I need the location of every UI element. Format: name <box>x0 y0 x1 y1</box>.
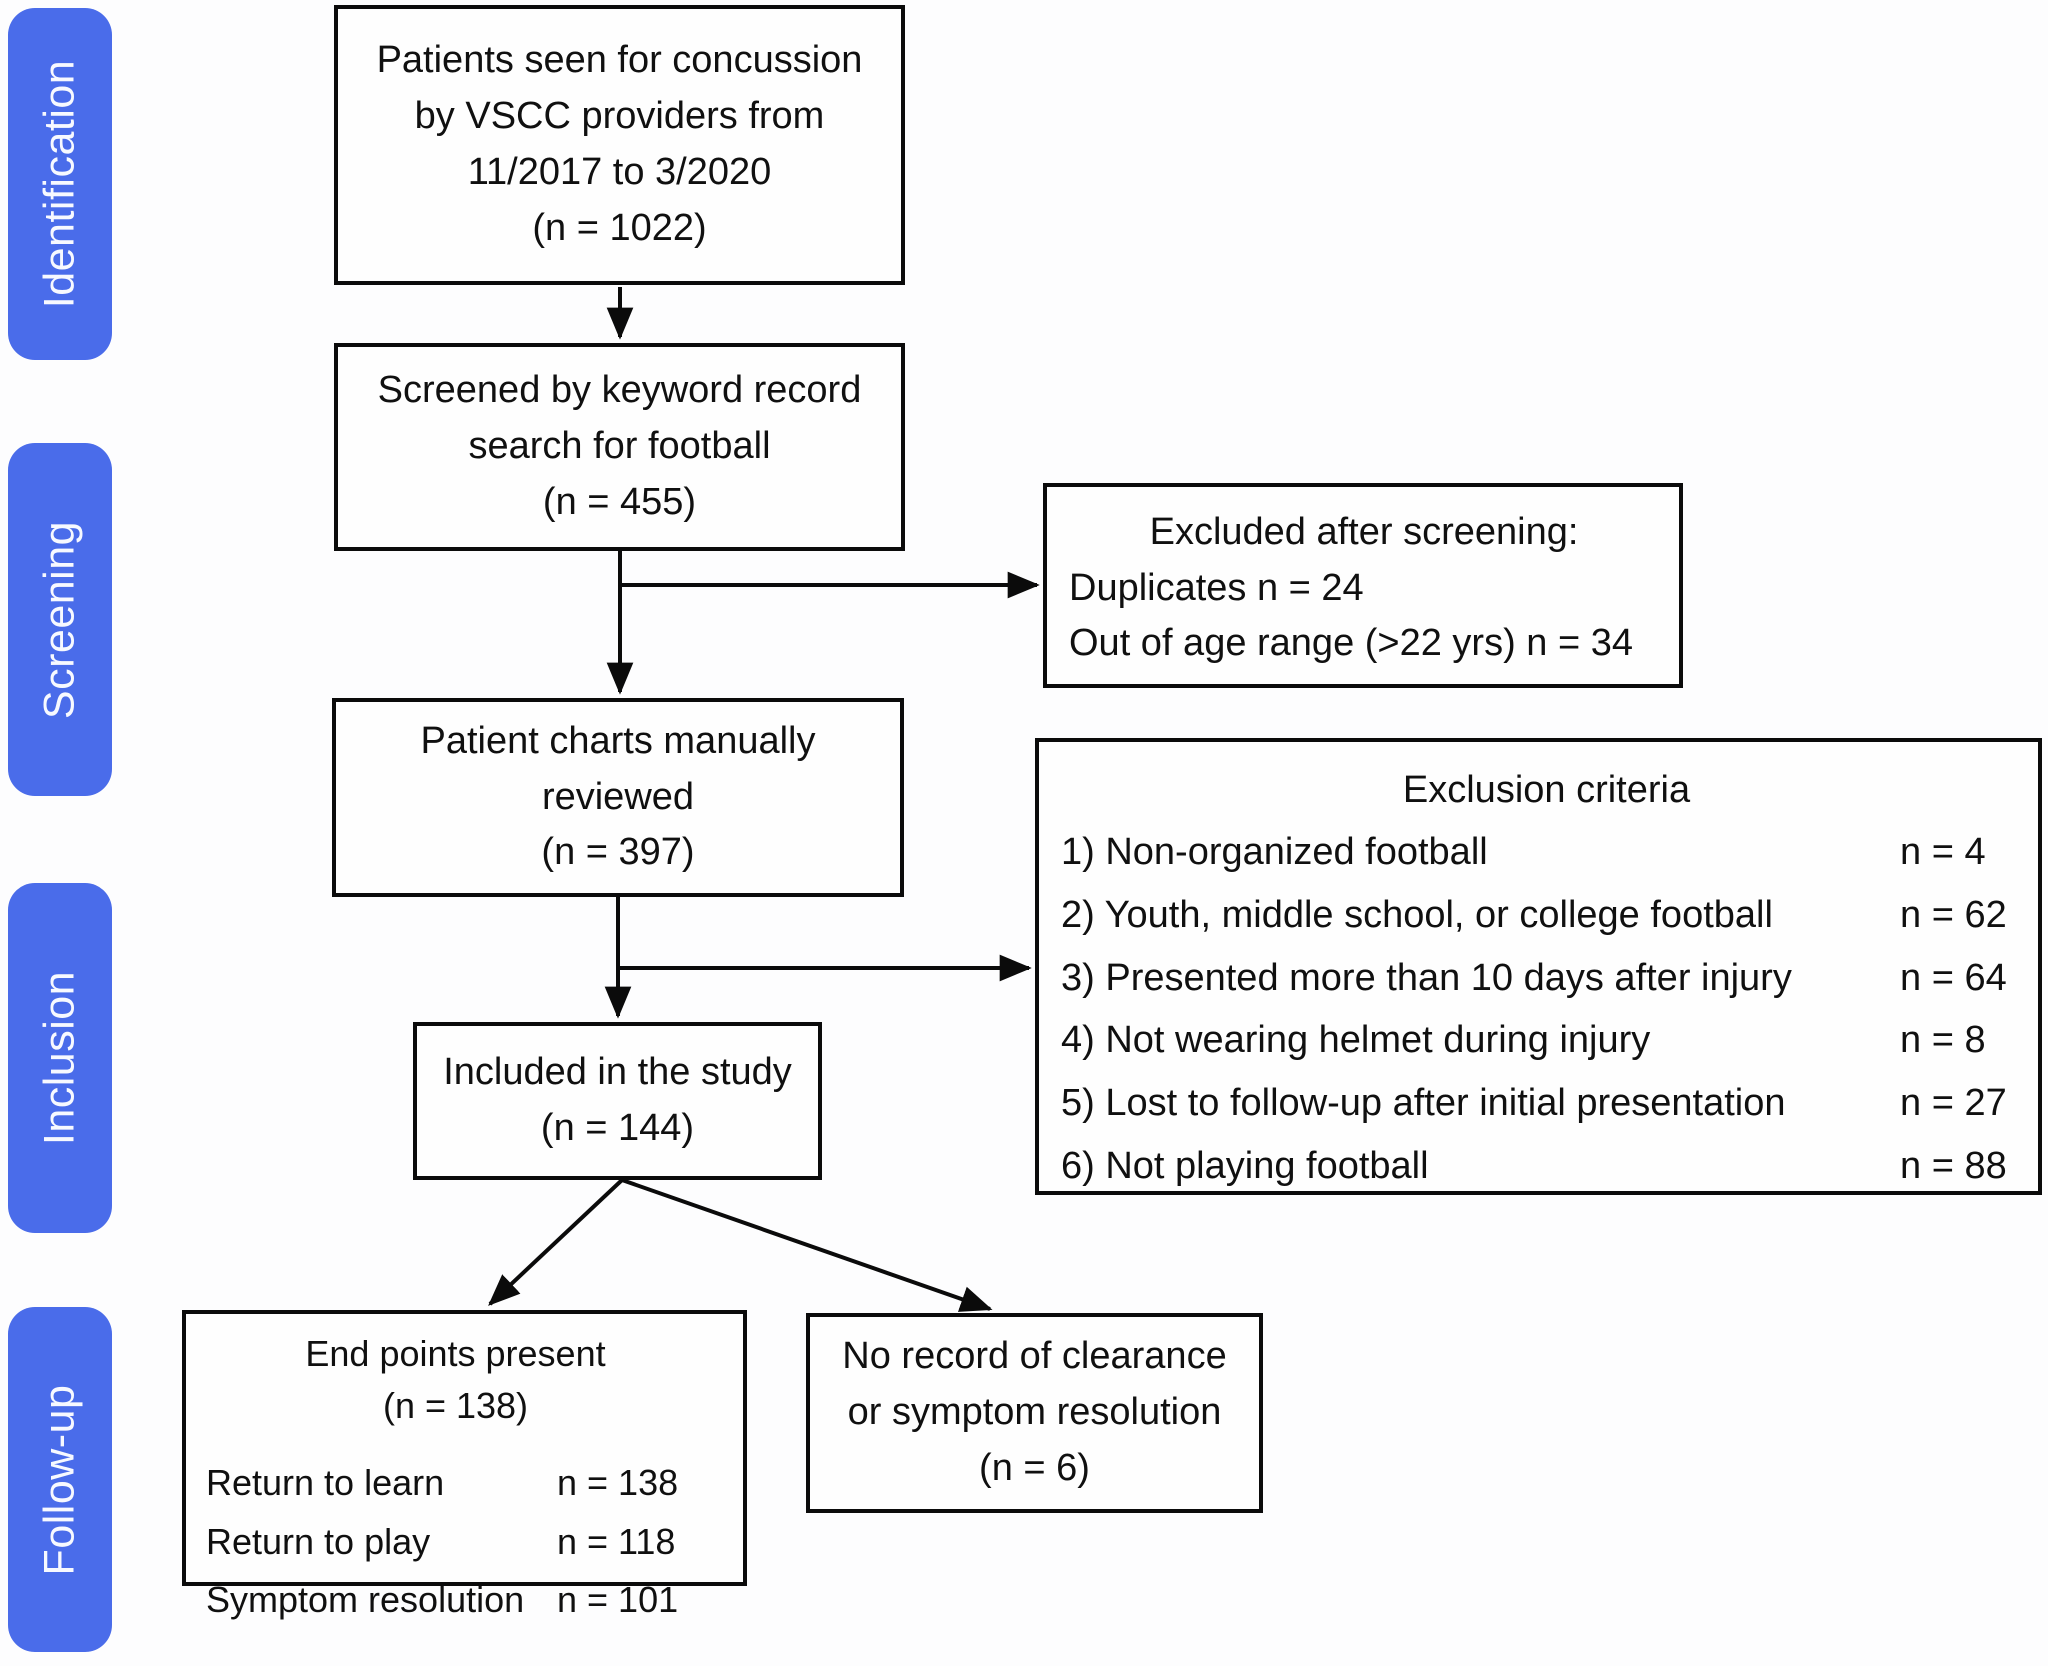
exclusion-item-1-label: 1) Non-organized football <box>1061 830 1488 873</box>
box-endpoints <box>182 1310 747 1620</box>
endpoints-symptom-resolution-label: Symptom resolution <box>206 1579 525 1620</box>
endpoints-symptom-resolution-count: n = 101 <box>557 1579 679 1620</box>
box-screened-count: (n = 455) <box>542 480 697 523</box>
endpoints-row <box>206 1513 705 1571</box>
box-screened-line1: Screened by keyword record <box>377 369 862 412</box>
endpoints-return-to-play-label: Return to play <box>206 1520 431 1562</box>
box-patients-identified-line2: by VSCC providers from <box>414 95 825 138</box>
endpoints-rows <box>206 1454 705 1629</box>
exclusion-item-4-label: 4) Not wearing helmet during injury <box>1061 1019 1651 1062</box>
exclusion-item-2-label: 2) Youth, middle school, or college football <box>1061 893 1773 936</box>
exclusion-item-1-count: n = 4 <box>1900 830 1986 873</box>
box-charts-reviewed-line2: reviewed <box>541 775 695 818</box>
endpoints-row <box>206 1571 705 1629</box>
box-patients-identified-line3: 11/2017 to 3/2020 <box>467 151 772 193</box>
stage-screening-label: Screening <box>35 520 84 719</box>
box-charts-reviewed-line1: Patient charts manually <box>420 719 816 762</box>
arrow-included-to-no-record <box>622 1180 990 1309</box>
excluded-screening-item-duplicates: Duplicates n = 24 <box>1069 566 1364 609</box>
box-no-record-count: (n = 6) <box>979 1446 1090 1489</box>
stage-inclusion <box>8 883 112 1233</box>
exclusion-criteria-row <box>1061 884 2032 947</box>
exclusion-item-2-count: n = 62 <box>1900 893 2007 936</box>
endpoints-return-to-play-count: n = 118 <box>557 1520 676 1562</box>
endpoints-title-line1: End points present <box>305 1333 606 1374</box>
stage-follow-up-label: Follow-up <box>35 1384 84 1575</box>
endpoints-return-to-learn-label: Return to learn <box>206 1462 445 1504</box>
exclusion-criteria-title: Exclusion criteria <box>1402 769 1691 811</box>
box-charts-reviewed <box>332 698 904 897</box>
exclusion-item-3-count: n = 64 <box>1900 956 2007 999</box>
box-included-line1: Included in the study <box>443 1051 792 1094</box>
box-included-count: (n = 144) <box>540 1107 695 1149</box>
box-screened <box>334 343 905 551</box>
arrow-included-to-endpoints <box>490 1180 622 1304</box>
box-exclusion-criteria <box>1035 738 2042 1195</box>
exclusion-item-6-label: 6) Not playing football <box>1061 1145 1429 1188</box>
exclusion-criteria-row <box>1061 1135 2032 1198</box>
stage-identification <box>8 8 112 360</box>
exclusion-item-5-label: 5) Lost to follow-up after initial presentation <box>1061 1082 1786 1125</box>
exclusion-criteria-row <box>1061 821 2032 884</box>
stage-screening <box>8 443 112 796</box>
box-included <box>413 1022 822 1180</box>
box-excluded-after-screening <box>1043 483 1683 688</box>
box-no-record <box>806 1313 1263 1513</box>
stage-identification-label: Identification <box>35 59 84 309</box>
exclusion-criteria-row <box>1061 1009 2032 1072</box>
exclusion-criteria-row <box>1061 947 2032 1010</box>
excluded-screening-item-age: Out of age range (>22 yrs) n = 34 <box>1069 622 1634 665</box>
exclusion-item-6-count: n = 88 <box>1900 1145 2007 1188</box>
box-no-record-line1: No record of clearance <box>842 1335 1227 1378</box>
box-charts-reviewed-count: (n = 397) <box>541 831 695 874</box>
exclusion-item-5-count: n = 27 <box>1900 1082 2007 1125</box>
endpoints-row <box>206 1454 705 1512</box>
box-no-record-line2: or symptom resolution <box>847 1391 1222 1434</box>
stage-inclusion-label: Inclusion <box>35 970 84 1146</box>
excluded-screening-title: Excluded after screening: <box>1149 510 1579 553</box>
box-patients-identified-count: (n = 1022) <box>532 206 707 249</box>
endpoints-title-count: (n = 138) <box>382 1385 529 1427</box>
stage-follow-up <box>8 1307 112 1652</box>
box-patients-identified <box>334 5 905 285</box>
endpoints-return-to-learn-count: n = 138 <box>557 1462 679 1504</box>
exclusion-criteria-row <box>1061 1072 2032 1135</box>
exclusion-item-3-label: 3) Presented more than 10 days after injury <box>1061 956 1792 999</box>
box-screened-line2: search for football <box>468 425 771 468</box>
exclusion-item-4-count: n = 8 <box>1900 1019 1986 1062</box>
box-patients-identified-line1: Patients seen for concussion <box>376 39 863 82</box>
